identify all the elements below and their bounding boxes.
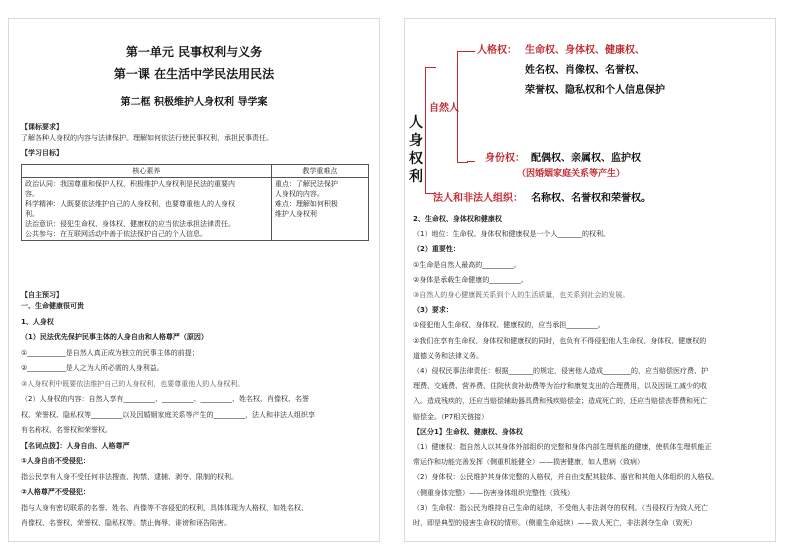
text-line: 有名称权、名誉权和荣誉权。	[21, 426, 112, 434]
text-line: （1）地位：生命权、身体权和健康权是一个人_______的权利。	[413, 230, 610, 239]
text-line: ②身体是承载生命健康的_________。	[413, 275, 528, 284]
table-header-keypoints: 教学重难点	[271, 165, 368, 178]
table-header-core: 核心素养	[22, 165, 272, 178]
section-title: 第二框 积极维护人身权利 导学案	[120, 97, 268, 108]
text-line: 指公民享有人身不受任何非法搜查、拘禁、逮捕、剥夺、限制的权利。	[21, 472, 238, 481]
text-line: ①人身自由不受侵犯：	[21, 457, 90, 465]
connector-identity	[467, 161, 475, 162]
unit-title: 第一单元 民事权利与义务	[125, 45, 263, 59]
natural-person-label: 自然人	[429, 103, 459, 114]
text-line: 1、人身权	[21, 317, 54, 326]
text-line: 肖像权、名誉权、荣誉权、隐私权等。禁止侮辱、诽谤和诬告陷害。	[21, 519, 231, 527]
text-line: 一、生命健康很可贵	[21, 302, 84, 310]
text-line: （1）健康权：指自然人以其身体外部组织的完整和身体内部生理机能的健康，使机体生理机能正	[413, 443, 712, 451]
text-line: 指与人身有密切联系的名誉、姓名、肖像等不容侵犯的权利，具体体现为人格权，如姓名权、	[21, 503, 308, 512]
text-line: （4）侵权民事法律责任：根据_______的规定，侵害他人造成________的，应当赔偿医疗费、护	[413, 367, 708, 375]
text-line: （2）身体权：公民维护其身体完整的人格权，并自由支配其肢体、器官和其他人体组织的人格权。	[413, 473, 719, 482]
identity-rights-label: 身份权：	[485, 153, 525, 164]
text-line: （2）重要性：	[413, 245, 460, 254]
connector-personality	[467, 51, 475, 52]
text-line: ①___________是自然人真正成为独立的民事主体的前提；	[21, 348, 199, 357]
text-line: （2）人身权的内容：自然人享有_________、_________、_________、姓名权、肖像权、名誉	[21, 395, 309, 403]
text-line: ③自然人的身心健康既关系到个人的生活质量，也关系到社会的发展。	[413, 291, 630, 299]
text-line: 权、荣誉权、隐私权等_________以及因婚姻家庭关系等产生的_________，法人和非法人组织享	[21, 410, 315, 419]
legal-entity-rights: 名称权、名誉权和荣誉权。	[531, 193, 651, 204]
text-line: ②我们在享有生命权、身体权和健康权的同时，也负有不得侵犯他人生命权、身体权、健康权的	[413, 336, 707, 345]
text-line: ①侵犯他人生命权、身体权、健康权的，应当承担_________。	[413, 321, 605, 330]
root-brace	[425, 67, 436, 194]
diagram-root-label: 人身权利	[409, 115, 423, 185]
text-line: 道德义务和法律义务。	[413, 351, 483, 360]
text-line: ③人身权利中既要依法维护自己的人身权利，也要尊重他人的人身权利。	[21, 379, 245, 388]
text-line: ②___________是人之为人所必需的人身利益。	[21, 364, 164, 372]
table-cell-core: 政治认同：我国尊重和保护人权，积极维护人身权利是民法的重要内 容。 科学精神：人既要依法维护自己的人身权利，也要尊重他人的人身权 利。 法治意识：侵犯生命权、身体权、健康权的应当依法承担法律责任。 公共参与：在互联网活动中善于依法保护自己的个人信息。	[22, 178, 272, 241]
legal-entity-label: 法人和非法人组织：	[433, 193, 523, 204]
text-line: 时，即是典型的侵害生命权的情形。（侧重生命延续）——致人死亡，非法剥夺生命（致死）	[413, 519, 697, 527]
right-page	[404, 18, 776, 542]
kebiao-heading: 【课标要求】	[21, 123, 63, 131]
identity-row-1: 配偶权、亲属权、监护权	[531, 153, 641, 164]
text-line: 常运作和功能完善发挥（侧重机能健全）——损害健康，如人患病（致病）	[413, 458, 644, 467]
text-line: 理费、交通费、营养费、住院伙食补助费等为治疗和康复支出的合理费用，以及因误工减少的收	[413, 382, 707, 391]
text-line: ②人格尊严不受侵犯：	[21, 488, 90, 496]
mubiao-heading: 【学习目标】	[21, 149, 63, 157]
kebiao-text: 了解各种人身权的内容与法律保护。理解如何依法行使民事权利，承担民事责任。	[21, 134, 273, 142]
identity-row-2: （因婚姻家庭关系等产生）	[517, 169, 626, 179]
yuxi-heading: 【自主预习】	[21, 291, 63, 299]
text-line: （3）要求：	[413, 306, 453, 315]
text-line: 2、生命权、身体权和健康权	[413, 215, 502, 223]
personality-row-2: 姓名权、肖像权、名誉权、	[525, 65, 645, 76]
text-line: （1）民法优先保护民事主体的人身自由和人格尊严（原因）	[21, 333, 208, 341]
text-line: ①生命是自然人最高的_________。	[413, 260, 521, 269]
goals-table	[21, 164, 369, 241]
left-page	[8, 18, 380, 542]
text-line: 【区分1】生命权、健康权、身体权	[413, 427, 523, 436]
text-line: （3）生命权：指公民为维持自己生命的延续，不受他人非法剥夺的权利。（当侵权行为致人死亡	[413, 503, 708, 512]
text-line: 入。造成残疾的，还应当赔偿辅助器具费和残疾赔偿金；造成死亡的，还应当赔偿丧葬费和死亡	[413, 397, 707, 406]
personality-row-1: 生命权、身体权、健康权、	[525, 45, 645, 56]
personality-row-3: 荣誉权、隐私权和个人信息保护	[525, 85, 665, 96]
text-line: 赔偿金。（P7相关链接）	[413, 412, 489, 421]
text-line: 【名词点拨】：人身自由、人格尊严	[21, 441, 130, 450]
lesson-title: 第一课 在生活中学民法用民法	[113, 67, 275, 81]
text-line: （侧重身体完整）——伤害身体组织完整性（致残）	[413, 488, 574, 497]
table-cell-keypoints: 重点：了解民法保护 人身权的内容。 难点：理解如何积极 维护人身权利	[271, 178, 368, 241]
personality-rights-label: 人格权：	[477, 45, 517, 56]
